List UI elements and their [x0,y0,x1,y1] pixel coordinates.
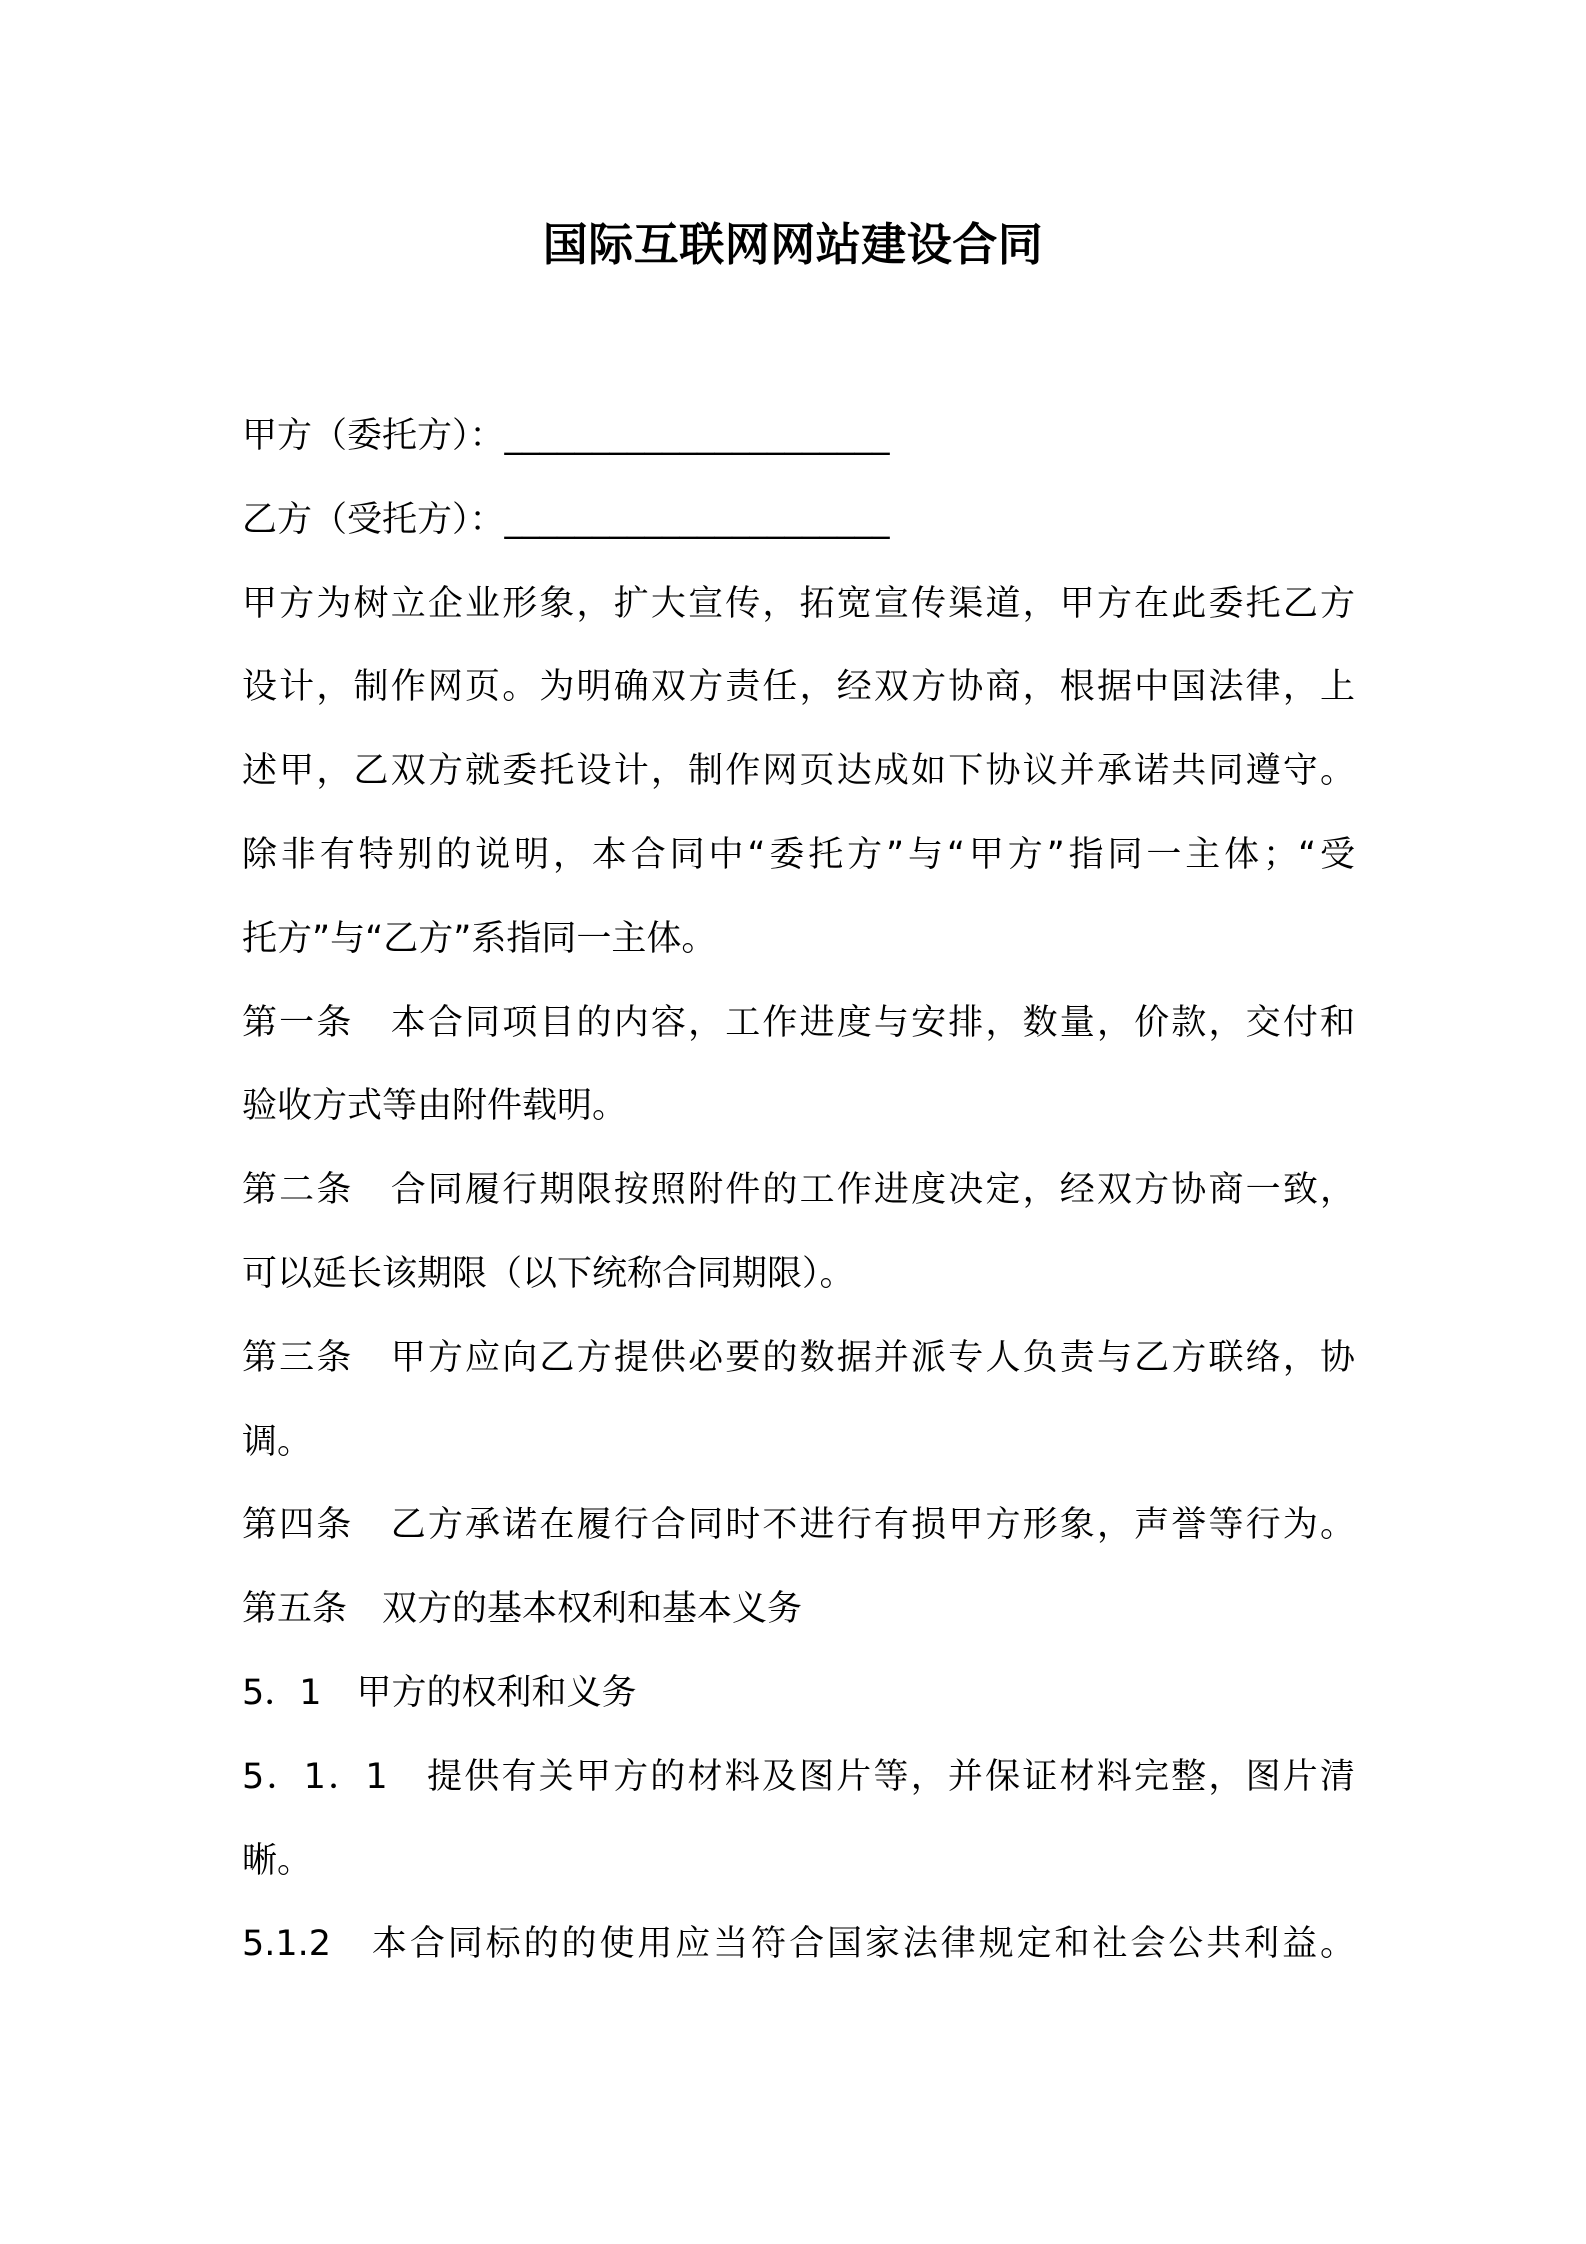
article-3 [242,1317,1355,1485]
preamble-paragraph [242,563,1355,814]
document-title: 国际互联网网站建设合同 [542,218,1044,271]
preamble-line: 甲方为树立企业形象，扩大宣传，拓宽宣传渠道，甲方在此委托乙方 [242,583,1355,624]
article-5-heading: 第五条 双方的基本权利和基本义务 [242,1589,803,1630]
clause-5-1-1-line: 晰。 [242,1840,313,1881]
preamble-line: 设计，制作网页。为明确双方责任，经双方协商，根据中国法律，上 [242,667,1355,708]
clause-5-1-1-line: 5．1．1 提供有关甲方的材料及图片等，并保证材料完整，图片清 [242,1756,1355,1797]
party-a-line: 甲方（委托方）：______________________ [242,416,890,456]
article-1-line: 验收方式等由附件载明。 [242,1086,628,1127]
party-b-line: 乙方（受托方）：______________________ [242,499,890,540]
definitions-line: 除非有特别的说明，本合同中“委托方”与“甲方”指同一主体；“受 [242,834,1355,875]
clause-5-1-heading: 5．1 甲方的权利和义务 [242,1672,637,1713]
article-2 [242,1149,1355,1317]
clause-5-1-2: 5.1.2 本合同标的的使用应当符合国家法律规定和社会公共利益。 [242,1924,1355,1965]
article-1-line: 第一条 本合同项目的内容，工作进度与安排，数量，价款，交付和 [242,1002,1355,1043]
definitions-paragraph [242,814,1355,982]
article-2-line: 可以延长该期限（以下统称合同期限）。 [242,1253,855,1294]
article-3-line: 第三条 甲方应向乙方提供必要的数据并派专人负责与乙方联络，协 [242,1337,1355,1378]
article-4: 第四条 乙方承诺在履行合同时不进行有损甲方形象，声誉等行为。 [242,1505,1355,1546]
document-body [242,395,1355,1987]
clause-5-1-1 [242,1736,1355,1904]
article-1 [242,982,1355,1150]
preamble-line: 述甲，乙双方就委托设计，制作网页达成如下协议并承诺共同遵守。 [242,751,1355,792]
definitions-line: 托方”与“乙方”系指同一主体。 [242,918,717,959]
article-2-line: 第二条 合同履行期限按照附件的工作进度决定，经双方协商一致， [242,1170,1355,1211]
article-3-line: 调。 [242,1421,313,1462]
